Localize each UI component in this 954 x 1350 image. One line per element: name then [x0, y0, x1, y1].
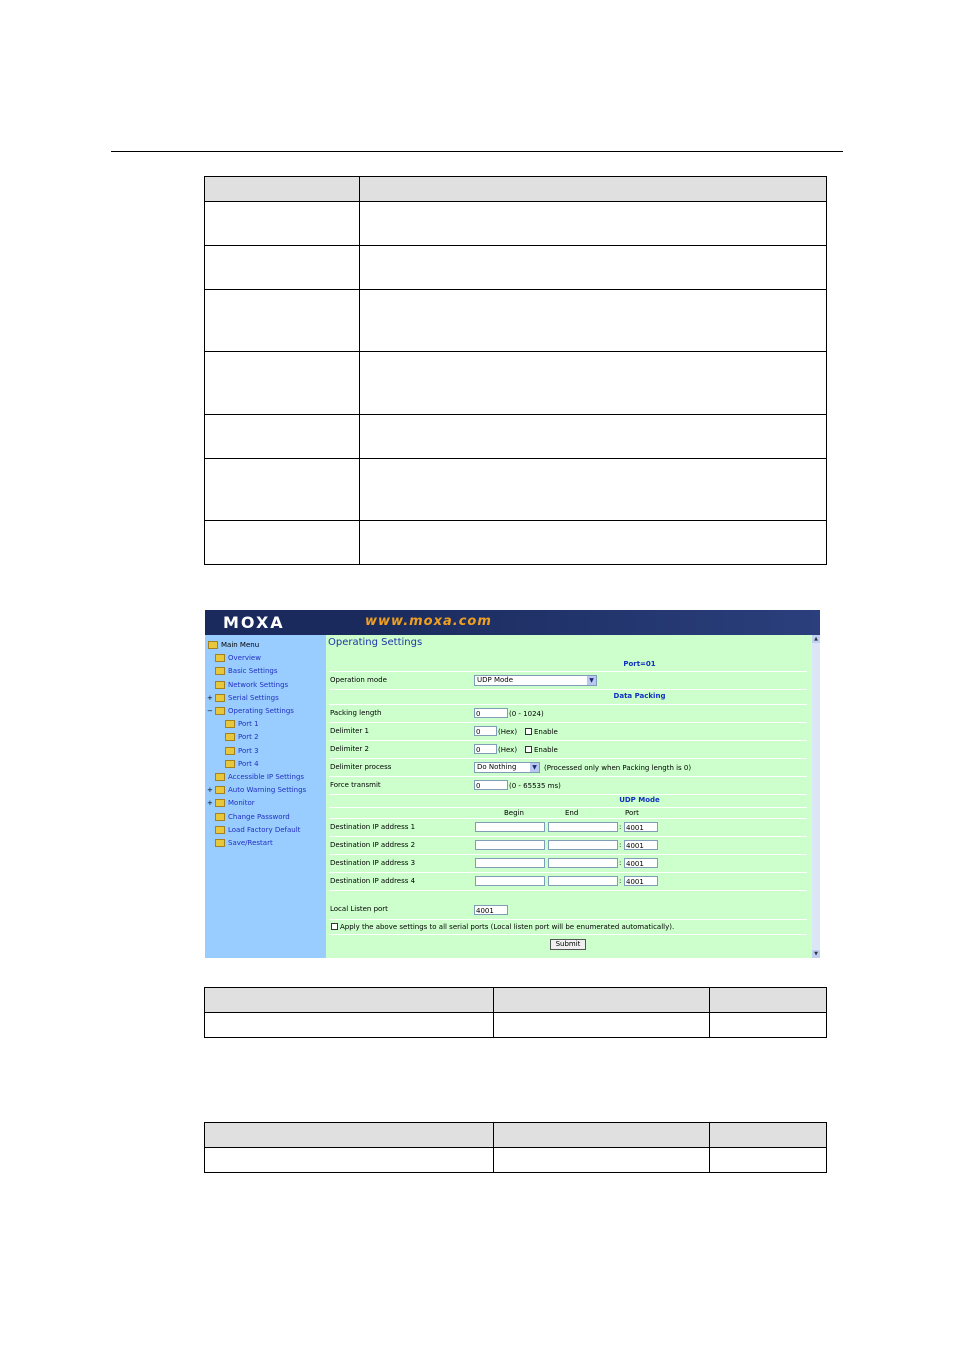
sidebar-item-label: Network Settings — [228, 680, 289, 689]
table-header-row — [205, 1123, 827, 1148]
data-packing-row — [329, 690, 807, 705]
destination-row — [329, 855, 807, 873]
scroll-up-icon[interactable]: ▲ — [812, 635, 820, 643]
page-title: Operating Settings — [328, 637, 423, 648]
destination-row — [329, 819, 807, 837]
delimiter2-row — [329, 741, 807, 759]
apply-all-label: Apply the above settings to all serial ports (Local listen port will be enumerated automatically). — [340, 923, 675, 931]
folder-icon — [215, 707, 225, 715]
sidebar-item-label: Auto Warning Settings — [228, 786, 307, 795]
sidebar-item-operating-settings[interactable] — [215, 705, 294, 717]
folder-icon — [215, 681, 225, 689]
sidebar-item-label: Overview — [228, 654, 261, 663]
table-row — [205, 202, 827, 246]
delimiter-process-label: Delimiter process — [330, 763, 392, 771]
packing-length-label: Packing length — [330, 709, 382, 717]
sidebar-item-label: Save/Restart — [228, 839, 273, 847]
sidebar-item-label: Basic Settings — [228, 667, 278, 676]
folder-icon — [215, 826, 225, 834]
table-row — [205, 290, 827, 352]
folder-icon — [225, 720, 235, 728]
sidebar-item-port-1[interactable] — [225, 718, 259, 730]
sidebar-menu — [205, 635, 326, 958]
destination-row — [329, 837, 807, 855]
main-panel — [326, 635, 812, 958]
destination-port-input[interactable]: 4001 — [624, 876, 658, 886]
sidebar-item-port-4[interactable] — [225, 758, 259, 770]
destination-port-input[interactable]: 4001 — [624, 858, 658, 868]
sidebar-item-serial-settings[interactable] — [215, 692, 279, 704]
packing-length-range: (0 - 1024) — [509, 710, 544, 718]
sidebar-item-label: Monitor — [228, 799, 255, 808]
force-transmit-row — [329, 777, 807, 795]
operation-mode-select[interactable]: UDP Mode ▼ — [474, 675, 597, 686]
port-header: Port=01 — [623, 660, 656, 668]
destination-label: Destination IP address 4 — [330, 877, 416, 885]
delimiter-process-row — [329, 759, 807, 777]
colon-separator: : — [619, 841, 622, 849]
destination-label: Destination IP address 2 — [330, 841, 416, 849]
force-transmit-label: Force transmit — [330, 781, 381, 789]
table-header-row — [205, 177, 827, 202]
parameter-table-1 — [204, 987, 827, 1038]
local-listen-input[interactable]: 4001 — [474, 905, 508, 915]
sidebar-item-label: Change Password — [228, 812, 290, 821]
apply-all-row — [329, 920, 807, 935]
destination-port-input[interactable]: 4001 — [624, 822, 658, 832]
apply-all-checkbox[interactable] — [331, 923, 338, 930]
sidebar-item-label: Port 1 — [238, 720, 259, 729]
header-rule — [111, 151, 843, 152]
sidebar-item-auto-warning-settings[interactable] — [215, 784, 306, 796]
local-listen-row — [329, 901, 807, 920]
delimiter-process-note: (Processed only when Packing length is 0) — [544, 764, 692, 772]
folder-icon — [215, 839, 225, 847]
delimiter1-row — [329, 723, 807, 741]
udp-mode-header: UDP Mode — [619, 796, 660, 804]
folder-icon — [215, 799, 225, 807]
destination-begin-input[interactable] — [475, 876, 545, 886]
table-row — [205, 246, 827, 290]
sidebar-item-label: Port 4 — [238, 759, 259, 768]
col-end: End — [565, 809, 579, 817]
sidebar-item-port-3[interactable] — [225, 745, 259, 757]
destination-label: Destination IP address 3 — [330, 859, 416, 867]
sidebar-item-label: Port 2 — [238, 733, 259, 742]
vertical-scrollbar[interactable] — [812, 635, 820, 958]
folder-icon — [215, 694, 225, 702]
operation-mode-label: Operation mode — [330, 676, 387, 684]
folder-icon — [225, 733, 235, 741]
folder-icon — [215, 667, 225, 675]
destination-label: Destination IP address 1 — [330, 823, 416, 831]
sidebar-item-accessible-ip-settings[interactable] — [215, 771, 304, 783]
sidebar-item-port-2[interactable] — [225, 731, 259, 743]
delimiter-process-select[interactable]: Do Nothing ▼ — [474, 762, 540, 773]
col-begin: Begin — [504, 809, 524, 817]
force-transmit-input[interactable]: 0 — [474, 780, 508, 790]
packing-length-row — [329, 705, 807, 723]
moxa-web-console-screenshot — [205, 610, 820, 958]
hex-label: (Hex) — [498, 746, 518, 754]
hex-label: (Hex) — [498, 728, 518, 736]
folder-icon — [215, 773, 225, 781]
sidebar-item-save-restart[interactable] — [215, 837, 273, 849]
table-row — [205, 521, 827, 565]
sidebar-item-label: Accessible IP Settings — [228, 773, 305, 781]
submit-button[interactable]: Submit — [550, 939, 586, 950]
sidebar-item-label: Port 3 — [238, 746, 259, 755]
destination-port-input[interactable]: 4001 — [624, 840, 658, 850]
collapse-icon[interactable]: − — [207, 707, 213, 715]
destination-end-input[interactable] — [548, 822, 618, 832]
expand-icon[interactable]: + — [207, 799, 213, 808]
delimiter1-input[interactable]: 0 — [474, 726, 497, 736]
delimiter1-enable-checkbox[interactable] — [525, 728, 532, 735]
destination-begin-input[interactable] — [475, 858, 545, 868]
packing-length-input[interactable]: 0 — [474, 708, 508, 718]
table-row — [205, 1148, 827, 1173]
sidebar-item-network-settings[interactable] — [215, 679, 288, 691]
destination-end-input[interactable] — [548, 876, 618, 886]
udp-columns-row — [329, 808, 807, 819]
folder-icon — [215, 654, 225, 662]
sidebar-item-basic-settings[interactable] — [215, 665, 277, 677]
folder-icon — [225, 747, 235, 755]
chevron-down-icon: ▼ — [530, 763, 539, 772]
table-header-row — [205, 988, 827, 1013]
sidebar-item-monitor[interactable] — [215, 797, 255, 809]
moxa-logo: MOXA — [223, 613, 285, 632]
folder-icon — [215, 813, 225, 821]
sidebar-item-label: Load Factory Default — [228, 825, 301, 834]
expand-icon[interactable]: + — [207, 693, 213, 702]
destination-end-input[interactable] — [548, 858, 618, 868]
parameter-table-2 — [204, 1122, 827, 1173]
col-port: Port — [625, 809, 639, 817]
sidebar-item-label: Main Menu — [221, 641, 260, 649]
delimiter2-enable-checkbox[interactable] — [525, 746, 532, 753]
folder-icon — [208, 641, 218, 649]
enable-label: Enable — [534, 746, 558, 754]
sidebar-item-label: Serial Settings — [228, 693, 279, 702]
delimiter1-label: Delimiter 1 — [330, 727, 369, 735]
sidebar-item-label: Operating Settings — [228, 707, 294, 715]
description-table — [204, 176, 827, 565]
delimiter2-label: Delimiter 2 — [330, 745, 369, 753]
sidebar-item-overview[interactable] — [215, 652, 261, 664]
destination-begin-input[interactable] — [475, 840, 545, 850]
destination-row — [329, 873, 807, 891]
sidebar-item-change-password[interactable] — [215, 811, 290, 823]
udp-mode-row — [329, 795, 807, 808]
destination-begin-input[interactable] — [475, 822, 545, 832]
expand-icon[interactable]: + — [207, 786, 213, 795]
port-header-row — [329, 659, 807, 672]
folder-icon — [215, 786, 225, 794]
folder-icon — [225, 760, 235, 768]
sidebar-item-main-menu[interactable] — [208, 639, 259, 651]
table-row — [205, 415, 827, 459]
enable-label: Enable — [534, 728, 558, 736]
scroll-down-icon[interactable]: ▼ — [812, 950, 820, 958]
table-row — [205, 1013, 827, 1038]
chevron-down-icon: ▼ — [587, 676, 596, 685]
colon-separator: : — [619, 823, 622, 831]
table-row — [205, 459, 827, 521]
delimiter2-input[interactable]: 0 — [474, 744, 497, 754]
operation-mode-row — [329, 672, 807, 690]
force-transmit-range: (0 - 65535 ms) — [509, 782, 561, 790]
table-row — [205, 352, 827, 415]
sidebar-item-load-factory-default[interactable] — [215, 824, 300, 836]
data-packing-header: Data Packing — [613, 692, 666, 700]
destination-end-input[interactable] — [548, 840, 618, 850]
moxa-url: www.moxa.com — [365, 614, 492, 629]
local-listen-label: Local Listen port — [330, 905, 388, 913]
moxa-banner — [205, 610, 820, 635]
colon-separator: : — [619, 859, 622, 867]
colon-separator: : — [619, 877, 622, 885]
